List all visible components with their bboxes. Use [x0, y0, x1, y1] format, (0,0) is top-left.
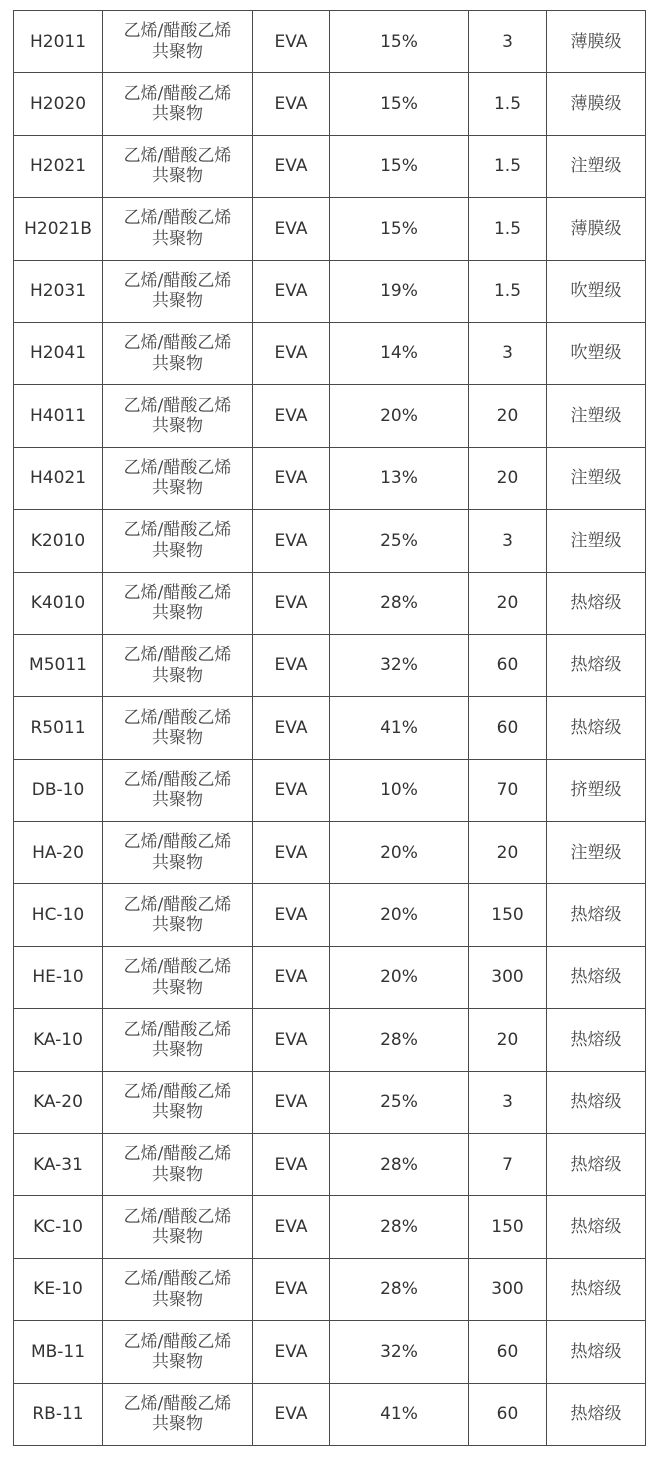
- table-row: [14, 572, 646, 634]
- grade-cell: 薄膜级: [547, 11, 646, 73]
- melt-index-cell: 150: [469, 884, 547, 946]
- va-content-cell: 19%: [330, 260, 469, 322]
- melt-index-cell: 1.5: [469, 198, 547, 260]
- abbreviation-cell: EVA: [253, 822, 330, 884]
- model-cell: H2020: [14, 73, 103, 135]
- product-name-line-2: 共聚物: [152, 353, 203, 374]
- model-cell: HE-10: [14, 946, 103, 1008]
- grade-cell: 热熔级: [547, 1196, 646, 1258]
- va-content-cell: 28%: [330, 1009, 469, 1071]
- product-name-cell: [103, 634, 253, 696]
- grade-cell: 热熔级: [547, 1009, 646, 1071]
- model-cell: H4021: [14, 447, 103, 509]
- model-cell: H2041: [14, 322, 103, 384]
- va-content-cell: 15%: [330, 73, 469, 135]
- abbreviation-cell: EVA: [253, 697, 330, 759]
- va-content-cell: 13%: [330, 447, 469, 509]
- va-content-cell: 28%: [330, 572, 469, 634]
- product-name-line-2: 共聚物: [152, 977, 203, 998]
- product-name-cell: [103, 260, 253, 322]
- melt-index-cell: 20: [469, 822, 547, 884]
- grade-cell: 注塑级: [547, 822, 646, 884]
- product-name-line-2: 共聚物: [152, 104, 203, 125]
- va-content-cell: 10%: [330, 759, 469, 821]
- product-name-line-1: 乙烯/醋酸乙烯: [123, 769, 232, 790]
- melt-index-cell: 60: [469, 634, 547, 696]
- grade-cell: 薄膜级: [547, 73, 646, 135]
- product-name-line-1: 乙烯/醋酸乙烯: [123, 333, 232, 354]
- va-content-cell: 20%: [330, 946, 469, 1008]
- melt-index-cell: 150: [469, 1196, 547, 1258]
- model-cell: HC-10: [14, 884, 103, 946]
- melt-index-cell: 1.5: [469, 73, 547, 135]
- product-name-cell: [103, 447, 253, 509]
- product-name-line-2: 共聚物: [152, 416, 203, 437]
- abbreviation-cell: EVA: [253, 1009, 330, 1071]
- grade-cell: 热熔级: [547, 946, 646, 1008]
- table-row: [14, 1321, 646, 1383]
- model-cell: K2010: [14, 510, 103, 572]
- va-content-cell: 15%: [330, 198, 469, 260]
- model-cell: H2011: [14, 11, 103, 73]
- product-name-line-1: 乙烯/醋酸乙烯: [123, 395, 232, 416]
- product-name-line-1: 乙烯/醋酸乙烯: [123, 1019, 232, 1040]
- abbreviation-cell: EVA: [253, 946, 330, 1008]
- table-row: [14, 322, 646, 384]
- melt-index-cell: 3: [469, 11, 547, 73]
- product-name-line-2: 共聚物: [152, 228, 203, 249]
- product-name-line-1: 乙烯/醋酸乙烯: [123, 894, 232, 915]
- va-content-cell: 28%: [330, 1258, 469, 1320]
- grade-cell: 热熔级: [547, 1321, 646, 1383]
- table-body: [14, 11, 646, 1446]
- model-cell: KA-10: [14, 1009, 103, 1071]
- va-content-cell: 28%: [330, 1196, 469, 1258]
- product-name-line-1: 乙烯/醋酸乙烯: [123, 458, 232, 479]
- product-name-line-1: 乙烯/醋酸乙烯: [123, 83, 232, 104]
- product-name-cell: [103, 1321, 253, 1383]
- abbreviation-cell: EVA: [253, 322, 330, 384]
- table-row: [14, 1071, 646, 1133]
- product-name-line-2: 共聚物: [152, 665, 203, 686]
- product-name-cell: [103, 572, 253, 634]
- melt-index-cell: 300: [469, 1258, 547, 1320]
- model-cell: K4010: [14, 572, 103, 634]
- table-row: [14, 510, 646, 572]
- va-content-cell: 20%: [330, 884, 469, 946]
- melt-index-cell: 60: [469, 1383, 547, 1445]
- model-cell: R5011: [14, 697, 103, 759]
- grade-cell: 吹塑级: [547, 260, 646, 322]
- table-row: [14, 822, 646, 884]
- model-cell: RB-11: [14, 1383, 103, 1445]
- melt-index-cell: 3: [469, 1071, 547, 1133]
- product-name-line-2: 共聚物: [152, 166, 203, 187]
- product-name-line-2: 共聚物: [152, 1164, 203, 1185]
- table-row: [14, 946, 646, 1008]
- product-name-line-1: 乙烯/醋酸乙烯: [123, 707, 232, 728]
- grade-cell: 注塑级: [547, 135, 646, 197]
- product-name-line-2: 共聚物: [152, 41, 203, 62]
- product-name-line-2: 共聚物: [152, 603, 203, 624]
- abbreviation-cell: EVA: [253, 1383, 330, 1445]
- model-cell: DB-10: [14, 759, 103, 821]
- va-content-cell: 20%: [330, 822, 469, 884]
- table-row: [14, 759, 646, 821]
- product-name-line-2: 共聚物: [152, 1039, 203, 1060]
- product-name-line-1: 乙烯/醋酸乙烯: [123, 957, 232, 978]
- table-row: [14, 385, 646, 447]
- product-grade-table: [13, 10, 646, 1446]
- table-row: [14, 447, 646, 509]
- grade-cell: 热熔级: [547, 634, 646, 696]
- product-name-line-2: 共聚物: [152, 1227, 203, 1248]
- product-name-line-1: 乙烯/醋酸乙烯: [123, 1331, 232, 1352]
- abbreviation-cell: EVA: [253, 634, 330, 696]
- va-content-cell: 14%: [330, 322, 469, 384]
- abbreviation-cell: EVA: [253, 572, 330, 634]
- grade-cell: 吹塑级: [547, 322, 646, 384]
- grade-cell: 注塑级: [547, 385, 646, 447]
- product-name-line-1: 乙烯/醋酸乙烯: [123, 582, 232, 603]
- va-content-cell: 20%: [330, 385, 469, 447]
- table-row: [14, 1383, 646, 1445]
- melt-index-cell: 20: [469, 385, 547, 447]
- product-name-line-2: 共聚物: [152, 1289, 203, 1310]
- product-name-line-2: 共聚物: [152, 291, 203, 312]
- product-name-line-1: 乙烯/醋酸乙烯: [123, 1393, 232, 1414]
- product-name-line-2: 共聚物: [152, 1414, 203, 1435]
- grade-cell: 薄膜级: [547, 198, 646, 260]
- abbreviation-cell: EVA: [253, 1196, 330, 1258]
- grade-cell: 热熔级: [547, 1071, 646, 1133]
- product-name-line-2: 共聚物: [152, 478, 203, 499]
- va-content-cell: 41%: [330, 697, 469, 759]
- table-row: [14, 11, 646, 73]
- product-name-line-1: 乙烯/醋酸乙烯: [123, 146, 232, 167]
- product-name-cell: [103, 1134, 253, 1196]
- product-name-cell: [103, 946, 253, 1008]
- abbreviation-cell: EVA: [253, 1258, 330, 1320]
- abbreviation-cell: EVA: [253, 260, 330, 322]
- product-name-line-2: 共聚物: [152, 727, 203, 748]
- model-cell: H2031: [14, 260, 103, 322]
- table-row: [14, 884, 646, 946]
- product-name-line-1: 乙烯/醋酸乙烯: [123, 1144, 232, 1165]
- product-name-line-1: 乙烯/醋酸乙烯: [123, 520, 232, 541]
- va-content-cell: 32%: [330, 634, 469, 696]
- product-name-cell: [103, 73, 253, 135]
- product-name-cell: [103, 822, 253, 884]
- melt-index-cell: 20: [469, 1009, 547, 1071]
- product-name-cell: [103, 198, 253, 260]
- product-name-cell: [103, 11, 253, 73]
- grade-cell: 热熔级: [547, 884, 646, 946]
- grade-cell: 热熔级: [547, 572, 646, 634]
- product-name-line-1: 乙烯/醋酸乙烯: [123, 1269, 232, 1290]
- product-name-line-2: 共聚物: [152, 852, 203, 873]
- product-name-line-1: 乙烯/醋酸乙烯: [123, 1206, 232, 1227]
- table-row: [14, 1134, 646, 1196]
- product-name-line-2: 共聚物: [152, 790, 203, 811]
- table-row: [14, 697, 646, 759]
- product-name-cell: [103, 1258, 253, 1320]
- table-row: [14, 634, 646, 696]
- table-row: [14, 1196, 646, 1258]
- melt-index-cell: 7: [469, 1134, 547, 1196]
- melt-index-cell: 60: [469, 697, 547, 759]
- abbreviation-cell: EVA: [253, 385, 330, 447]
- product-name-cell: [103, 1009, 253, 1071]
- product-name-cell: [103, 385, 253, 447]
- abbreviation-cell: EVA: [253, 1134, 330, 1196]
- product-name-line-1: 乙烯/醋酸乙烯: [123, 645, 232, 666]
- abbreviation-cell: EVA: [253, 1071, 330, 1133]
- model-cell: KA-20: [14, 1071, 103, 1133]
- model-cell: M5011: [14, 634, 103, 696]
- product-name-cell: [103, 697, 253, 759]
- model-cell: KA-31: [14, 1134, 103, 1196]
- va-content-cell: 25%: [330, 1071, 469, 1133]
- model-cell: H2021: [14, 135, 103, 197]
- abbreviation-cell: EVA: [253, 11, 330, 73]
- product-name-cell: [103, 510, 253, 572]
- table-row: [14, 135, 646, 197]
- va-content-cell: 15%: [330, 135, 469, 197]
- grade-cell: 热熔级: [547, 1383, 646, 1445]
- product-name-cell: [103, 1071, 253, 1133]
- grade-cell: 热熔级: [547, 697, 646, 759]
- abbreviation-cell: EVA: [253, 759, 330, 821]
- melt-index-cell: 3: [469, 510, 547, 572]
- melt-index-cell: 300: [469, 946, 547, 1008]
- model-cell: HA-20: [14, 822, 103, 884]
- melt-index-cell: 20: [469, 447, 547, 509]
- abbreviation-cell: EVA: [253, 1321, 330, 1383]
- model-cell: H4011: [14, 385, 103, 447]
- abbreviation-cell: EVA: [253, 884, 330, 946]
- product-name-line-2: 共聚物: [152, 1351, 203, 1372]
- product-name-line-2: 共聚物: [152, 1102, 203, 1123]
- grade-cell: 热熔级: [547, 1134, 646, 1196]
- abbreviation-cell: EVA: [253, 135, 330, 197]
- va-content-cell: 28%: [330, 1134, 469, 1196]
- product-name-line-2: 共聚物: [152, 915, 203, 936]
- model-cell: KE-10: [14, 1258, 103, 1320]
- grade-cell: 注塑级: [547, 447, 646, 509]
- model-cell: H2021B: [14, 198, 103, 260]
- abbreviation-cell: EVA: [253, 73, 330, 135]
- model-cell: KC-10: [14, 1196, 103, 1258]
- product-name-line-2: 共聚物: [152, 540, 203, 561]
- va-content-cell: 25%: [330, 510, 469, 572]
- table-row: [14, 1258, 646, 1320]
- va-content-cell: 41%: [330, 1383, 469, 1445]
- melt-index-cell: 1.5: [469, 260, 547, 322]
- product-name-line-1: 乙烯/醋酸乙烯: [123, 270, 232, 291]
- product-name-cell: [103, 759, 253, 821]
- melt-index-cell: 1.5: [469, 135, 547, 197]
- product-name-cell: [103, 1196, 253, 1258]
- product-name-cell: [103, 135, 253, 197]
- product-name-line-1: 乙烯/醋酸乙烯: [123, 1081, 232, 1102]
- product-name-cell: [103, 884, 253, 946]
- table-row: [14, 198, 646, 260]
- grade-cell: 热熔级: [547, 1258, 646, 1320]
- product-name-line-1: 乙烯/醋酸乙烯: [123, 208, 232, 229]
- product-name-cell: [103, 1383, 253, 1445]
- table-row: [14, 1009, 646, 1071]
- grade-cell: 挤塑级: [547, 759, 646, 821]
- melt-index-cell: 20: [469, 572, 547, 634]
- va-content-cell: 32%: [330, 1321, 469, 1383]
- abbreviation-cell: EVA: [253, 447, 330, 509]
- table-row: [14, 260, 646, 322]
- melt-index-cell: 70: [469, 759, 547, 821]
- melt-index-cell: 3: [469, 322, 547, 384]
- product-name-line-1: 乙烯/醋酸乙烯: [123, 21, 232, 42]
- model-cell: MB-11: [14, 1321, 103, 1383]
- product-name-line-1: 乙烯/醋酸乙烯: [123, 832, 232, 853]
- table-row: [14, 73, 646, 135]
- melt-index-cell: 60: [469, 1321, 547, 1383]
- abbreviation-cell: EVA: [253, 198, 330, 260]
- abbreviation-cell: EVA: [253, 510, 330, 572]
- va-content-cell: 15%: [330, 11, 469, 73]
- product-name-cell: [103, 322, 253, 384]
- grade-cell: 注塑级: [547, 510, 646, 572]
